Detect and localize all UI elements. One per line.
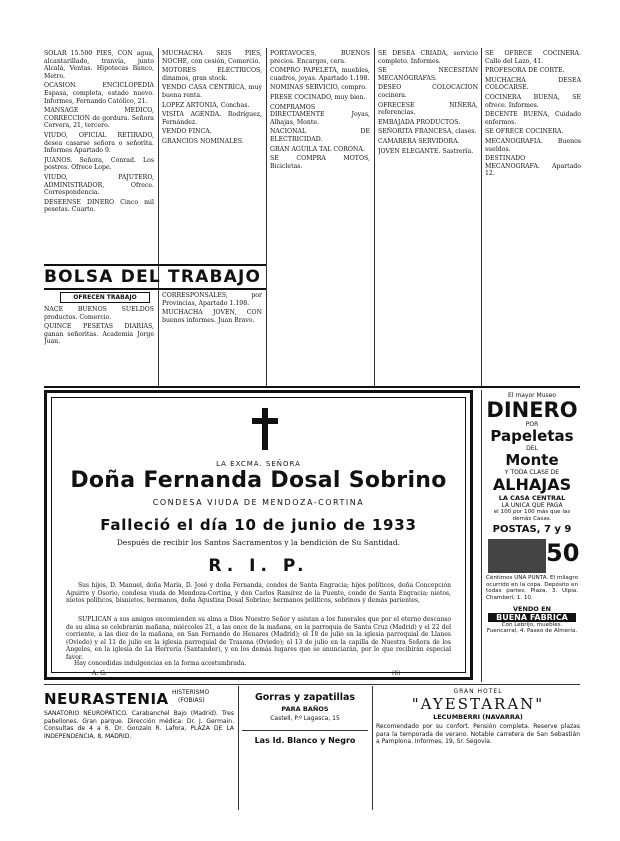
ayestaran-top: GRAN HOTEL xyxy=(453,688,503,695)
classified-ad: OCASION. ENCICLOPEDIA Espasa, completa, estado nuevo. Informes, Fernando Católico, 21. xyxy=(44,82,154,105)
classified-ad: MUCHACHA JOVEN, CON buenos informes. Juan Bravo. xyxy=(162,309,262,324)
classified-ad: MANSAGE MEDICO, CORRECCION de gordura. Señora Cervera, 21, tercero. xyxy=(44,107,154,130)
dinero-por: POR xyxy=(525,421,539,428)
classified-ad: DESEENSE DINERO Cinco mil pesetas. Cuarto. xyxy=(44,198,154,214)
dinero-pay: el 100 por 100 más que las demás Casas. xyxy=(493,509,571,522)
classified-ad: NACE BUENOS SUELDOS productos. Comercio. xyxy=(44,306,154,321)
bolsa-column-2 xyxy=(162,292,262,388)
classified-ad: PORTAVOCES, BUENOS precios. Encargos, cera. xyxy=(270,50,370,65)
printer-mark-right: (6) xyxy=(392,670,401,677)
indulgences-line: Hay concedidas indulgencias en la forma acostumbrada. xyxy=(74,660,247,667)
classified-ad: GRAN AGUILA TAL CORONA. xyxy=(270,145,365,153)
classified-ad: EMBAJADA PRODUCTOS. xyxy=(378,118,461,126)
classified-ad: CAMARERA SERVIDORA. xyxy=(378,137,460,145)
sacraments-line: Después de recibir los Santos Sacramentos y la bendición de Su Santidad. xyxy=(116,538,401,547)
notice-preface: LA EXCMA. SEÑORA xyxy=(216,460,301,468)
classified-ad: DESTINADO MECANOGRAFA. Apartado 12. xyxy=(485,155,581,178)
dinero-casa: LA CASA CENTRAL xyxy=(498,494,566,502)
classified-column-5 xyxy=(485,50,581,380)
classified-ad: FRESE COCINADO, muy bien. xyxy=(270,93,366,101)
dinero-top: El mayor Museo xyxy=(508,392,556,399)
bottom-divider xyxy=(44,684,580,685)
dinero-del: DEL xyxy=(526,445,538,452)
classified-ad: MOTORES ELECTRICOS, dinamos, gran stock. xyxy=(162,67,262,82)
classified-ad: VENDO CASA CENTRICA, muy buena renta. xyxy=(162,84,262,99)
classified-ad: GRANCIOS NOMINALES. xyxy=(162,137,244,145)
classified-ad: SE OFRECE COCINERA. xyxy=(485,128,564,136)
promo-number: 50 xyxy=(546,539,580,568)
classified-ad: QUINCE PESETAS DIARIAS, ganan señoritas. Academia Jorge Juan. xyxy=(44,323,154,346)
neurastenia-ad xyxy=(44,688,234,808)
classified-ad: SOLAR 15.500 PIES, CON agua, alcantarillado, tranvía, junto Alcalá, Ventas. Hipotecas Banco, Metro. xyxy=(44,50,154,80)
ayestaran-name: "AYESTARAN" xyxy=(411,695,545,713)
classified-ad: JOVEN ELEGANTE. Sastrería. xyxy=(378,147,474,155)
dinero-alhajas: ALHAJAS xyxy=(492,475,572,494)
cross-icon xyxy=(250,408,280,450)
column-rule xyxy=(158,48,159,388)
classified-ad: SEÑORITA FRANCESA, clases. xyxy=(378,128,477,136)
classified-ad: DESEO COLOCACION cocinera. xyxy=(378,84,478,99)
classified-ad: VIUDO, OFICIAL RETIRADO, desea casarse señora o señorita. Informes Apartado 9. xyxy=(44,131,154,155)
gorras-bottom: Las Id. Blanco y Negro xyxy=(254,736,356,745)
classified-ad: VIUDO, PAJUTERO, ADMINISTRADOR, Ofrece. Correspondencia. xyxy=(44,173,154,197)
vendo-en: VENDO EN xyxy=(513,604,551,613)
deceased-name: Doña Fernanda Dosal Sobrino xyxy=(70,468,447,493)
classified-ad: OFRECESE NIÑERA, referencias. xyxy=(378,101,478,117)
column-rule xyxy=(374,48,375,388)
classified-ad: SE NECESITAN MECANÓGRAFAS. xyxy=(378,67,478,82)
section-divider xyxy=(44,386,580,388)
neurastenia-sub2: (FOBIAS) xyxy=(178,697,205,704)
classified-ad: COMPRAMOS DIRECTAMENTE Joyas, Alhajas, Monte. xyxy=(270,103,370,126)
classified-ad: SE DESEA CRIADA, servicio completo. Informes. xyxy=(378,50,478,65)
classified-ad: MECANOGRAFIA. Buenos sueldos. xyxy=(485,137,581,153)
ayestaran-ad xyxy=(376,688,580,808)
column-rule xyxy=(238,686,239,810)
classified-ad: MUCHACHA SEIS PIES, NOCHE, con cesión, Comercio. xyxy=(162,50,262,65)
gorras-title: Gorras y zapatillas xyxy=(254,692,356,703)
dinero-small: Con Lebrijo, muebles. Fuencarral, 4. Paseo de Almería. xyxy=(486,621,578,635)
ayestaran-text: Recomendado por su confort. Pensión completa. Reserve plazas para la temporada de verano. Notable carretera de San Sebastián a Pamplona. Informes, 19, Sr. Segovia. xyxy=(376,723,580,746)
neurastenia-sub1: HISTERISMO xyxy=(172,689,210,696)
death-notice xyxy=(44,390,473,680)
neurastenia-text: SANATORIO NEUROPATICO. Carabanchel Bajo (Madrid). Tres pabellones. Gran parque. Dirección médica: Dr. J. Germain. Consultas de 4 a 6. Dr. Gonzalo R. Lafora, PLAZA DE LA INDEPENDENCIA, 8, MADRID. xyxy=(44,710,234,740)
classified-ad: NOMINAS SERVICIO, compro. xyxy=(270,84,367,92)
classified-column-2 xyxy=(162,50,262,258)
ofrecen-trabajo-box: OFRECEN TRABAJO xyxy=(60,292,150,303)
classified-ad: VENDO FINCA. xyxy=(162,128,212,136)
dinero-papeletas: Papeletas xyxy=(490,427,574,445)
deceased-title: CONDESA VIUDA DE MENDOZA-CORTINA xyxy=(152,498,365,507)
gorras-ad xyxy=(242,688,368,808)
gorras-address: Castell, P.º Lagasca, 15 xyxy=(270,715,340,722)
buena-fabrica: BUENA FABRICA xyxy=(488,613,576,622)
classified-ad: CORRESPONSALES, por Provincias, Apartado 1.198. xyxy=(162,292,262,307)
classified-ad: MUCHACHA DESEA COLOCARSE. xyxy=(485,76,581,92)
dinero-monte: Monte xyxy=(505,451,559,469)
classified-column-1 xyxy=(44,50,154,258)
classified-ad: LOPEZ ARTONIA, Conchas. xyxy=(162,101,250,109)
classified-column-3 xyxy=(270,50,370,380)
classified-column-4 xyxy=(378,50,478,380)
classified-ad: VISITA AGENDA. Rodríguez, Fernández. xyxy=(162,111,262,126)
bolsa-del-trabajo-heading: BOLSA DEL TRABAJO xyxy=(44,264,266,290)
column-rule xyxy=(481,48,482,388)
classified-ad: SE OFRECE COCINERA. Calle del Lazo, 41. xyxy=(485,50,581,65)
classified-ad: NACIONAL DE ELECTRICIDAD. xyxy=(270,128,370,143)
dinero-y-toda: Y TODA CLASE DE xyxy=(504,469,560,476)
funeral-paragraph: SUPLICAN a sus amigos encomienden su alma a Dios Nuestro Señor y asistan a los funerales que por el eterno descanso de su alma se celebrarán mañana, miércoles 21, a las once de la mañana, en la parroquia de Santa Cruz (Madrid) y el 22 del corriente, a las diez de la mañana, en San Fernando de Henares (Madrid); el 18 de julio en la iglesia parroquial de Llanes (Oviedo) y el 11 de julio en la iglesia parroquial de Trasona (Oviedo); el 13 de julio en la capilla de Nuestra Señora de los Angeles, en la iglesia de La Herrería (Santander), y en los demás lugares que se anunciarán, por lo que recibirán especial favor. xyxy=(66,616,451,661)
promo-image xyxy=(488,539,546,573)
promo-block xyxy=(482,539,582,575)
classified-ad: COMPRO PAPELETA, muebles, cuadros, joyas. Apartado 1.198. xyxy=(270,67,370,82)
classified-ad: COCINERA BUENA, SE ofrece. Informes. xyxy=(485,93,581,109)
family-paragraph: Sus hijos, D. Manuel, doña María, D. José y doña Fernanda, condes de Santa Engracia; hijos políticos, doña Concepción Aguirre y Osorio, condesa viuda de Mendoza-Cortina, y don Carlos Ramírez de la Puente, conde de Santa Engracia; nietos, nietos políticos, bisnietos, hermanos, doña Agustina Dosal Sobrino; hermanos políticos, sobrinos y demás parientes, xyxy=(66,582,451,605)
dinero-big: DINERO xyxy=(486,398,578,422)
dinero-postas: POSTAS, 7 y 9 xyxy=(492,524,572,536)
column-rule xyxy=(372,686,373,810)
gorras-sub: PARA BAÑOS xyxy=(281,705,329,713)
bolsa-column-1 xyxy=(44,306,154,388)
dinero-unica: LA UNICA QUE PAGA xyxy=(501,502,563,509)
column-rule xyxy=(266,48,267,388)
classified-ad: JUANOS. Señora, Conrad. Los postres. Ofrece Lope. xyxy=(44,156,154,172)
death-date: Falleció el día 10 de junio de 1933 xyxy=(100,516,417,534)
neurastenia-title: NEURASTENIA xyxy=(44,690,169,708)
printer-mark-left: A. G. xyxy=(92,670,107,677)
rip: R. I. P. xyxy=(208,556,309,576)
classified-ad: PROFESORA DE CORTE. xyxy=(485,67,565,75)
ayestaran-place: LECUMBERRI (NAVARRA) xyxy=(433,713,523,721)
dinero-ad xyxy=(481,390,582,682)
promo-text: Céntimos UNA PUNTA. El milagro ocurrido en la copa. Depósito en todas partes. Plaza, 3. Ulpia. Chamberí, 1. 10. xyxy=(486,575,579,601)
classified-ad: DECENTE BUENA, Cuidado enfermos. xyxy=(485,111,581,126)
classified-ad: SE COMPRA MOTOS, Bicicletas. xyxy=(270,155,370,170)
